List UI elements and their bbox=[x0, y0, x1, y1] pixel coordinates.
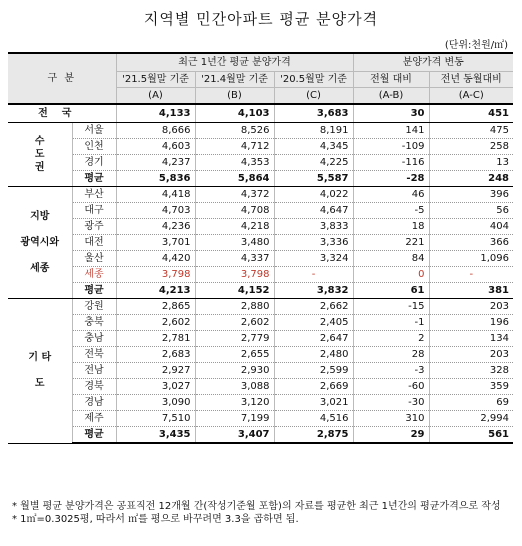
value-yoy: 404 bbox=[429, 219, 513, 235]
average-c: 2,875 bbox=[274, 427, 353, 444]
value-a: 4,237 bbox=[116, 155, 195, 171]
group-label: 수 도 권 bbox=[8, 123, 72, 187]
value-c: 4,345 bbox=[274, 139, 353, 155]
value-b: 2,655 bbox=[195, 347, 274, 363]
value-mom: -30 bbox=[353, 395, 429, 411]
value-c: 2,599 bbox=[274, 363, 353, 379]
footnote: * 1㎡=0.3025평, 따라서 ㎡를 평으로 바꾸려면 3.3을 곱하면 됨. bbox=[12, 514, 299, 525]
value-b: 3,480 bbox=[195, 235, 274, 251]
value-c: 2,405 bbox=[274, 315, 353, 331]
region-cell: 서울 bbox=[72, 123, 116, 139]
value-b: 7,199 bbox=[195, 411, 274, 427]
region-cell: 전남 bbox=[72, 363, 116, 379]
value-c: 4,225 bbox=[274, 155, 353, 171]
value-b: 3,120 bbox=[195, 395, 274, 411]
average-mom: 61 bbox=[353, 283, 429, 299]
value-c: 3,324 bbox=[274, 251, 353, 267]
value-c: 3,833 bbox=[274, 219, 353, 235]
value-mom: -109 bbox=[353, 139, 429, 155]
region-cell: 경기 bbox=[72, 155, 116, 171]
header-sub-yoy: (A-C) bbox=[429, 88, 513, 105]
value-mom: 84 bbox=[353, 251, 429, 267]
header-category: 구 분 bbox=[8, 53, 116, 104]
value-a: 2,683 bbox=[116, 347, 195, 363]
table-row bbox=[8, 123, 513, 139]
average-label: 평균 bbox=[72, 283, 116, 299]
value-a: 3,027 bbox=[116, 379, 195, 395]
average-c: 5,587 bbox=[274, 171, 353, 187]
value-b: 3,798 bbox=[195, 267, 274, 283]
value-b: 4,337 bbox=[195, 251, 274, 267]
value-a: 4,703 bbox=[116, 203, 195, 219]
national-mom: 30 bbox=[353, 104, 429, 123]
average-a: 5,836 bbox=[116, 171, 195, 187]
average-yoy: 381 bbox=[429, 283, 513, 299]
table-row bbox=[8, 267, 513, 283]
value-c: 4,516 bbox=[274, 411, 353, 427]
value-a: 8,666 bbox=[116, 123, 195, 139]
value-c: 3,021 bbox=[274, 395, 353, 411]
value-a: 2,781 bbox=[116, 331, 195, 347]
value-mom: -15 bbox=[353, 299, 429, 315]
region-cell: 전북 bbox=[72, 347, 116, 363]
value-b: 2,602 bbox=[195, 315, 274, 331]
value-c: - bbox=[274, 267, 353, 283]
average-mom: -28 bbox=[353, 171, 429, 187]
value-b: 2,880 bbox=[195, 299, 274, 315]
value-c: 2,669 bbox=[274, 379, 353, 395]
average-label: 평균 bbox=[72, 427, 116, 444]
value-c: 2,480 bbox=[274, 347, 353, 363]
value-b: 4,353 bbox=[195, 155, 274, 171]
average-yoy: 561 bbox=[429, 427, 513, 444]
value-yoy: 203 bbox=[429, 347, 513, 363]
average-b: 5,864 bbox=[195, 171, 274, 187]
value-mom: -1 bbox=[353, 315, 429, 331]
header-col-yoy: 전년 동월대비 bbox=[429, 72, 513, 88]
average-b: 4,152 bbox=[195, 283, 274, 299]
value-mom: 18 bbox=[353, 219, 429, 235]
value-yoy: 1,096 bbox=[429, 251, 513, 267]
value-a: 3,090 bbox=[116, 395, 195, 411]
value-c: 4,022 bbox=[274, 187, 353, 203]
value-yoy: 328 bbox=[429, 363, 513, 379]
value-c: 3,336 bbox=[274, 235, 353, 251]
header-col-b: '21.4월말 기준 bbox=[195, 72, 274, 88]
table-row bbox=[8, 251, 513, 267]
table-row bbox=[8, 299, 513, 315]
national-row bbox=[8, 104, 513, 123]
value-a: 4,420 bbox=[116, 251, 195, 267]
national-yoy: 451 bbox=[429, 104, 513, 123]
value-mom: 46 bbox=[353, 187, 429, 203]
value-c: 2,662 bbox=[274, 299, 353, 315]
value-yoy: 258 bbox=[429, 139, 513, 155]
header-change-group: 분양가격 변동 bbox=[353, 53, 513, 72]
table-row bbox=[8, 363, 513, 379]
group-average-row bbox=[8, 283, 513, 299]
value-c: 2,647 bbox=[274, 331, 353, 347]
table-row bbox=[8, 219, 513, 235]
table-row bbox=[8, 139, 513, 155]
region-cell: 부산 bbox=[72, 187, 116, 203]
value-mom: 141 bbox=[353, 123, 429, 139]
value-a: 4,418 bbox=[116, 187, 195, 203]
value-a: 2,602 bbox=[116, 315, 195, 331]
value-a: 4,236 bbox=[116, 219, 195, 235]
value-b: 2,779 bbox=[195, 331, 274, 347]
table-row bbox=[8, 315, 513, 331]
region-cell: 대전 bbox=[72, 235, 116, 251]
value-b: 4,372 bbox=[195, 187, 274, 203]
value-yoy: 56 bbox=[429, 203, 513, 219]
table-row bbox=[8, 331, 513, 347]
region-cell: 광주 bbox=[72, 219, 116, 235]
region-cell: 경북 bbox=[72, 379, 116, 395]
value-c: 4,647 bbox=[274, 203, 353, 219]
group-label: 지방 광역시와 세종 bbox=[8, 187, 72, 299]
value-mom: -3 bbox=[353, 363, 429, 379]
national-a: 4,133 bbox=[116, 104, 195, 123]
header-sub-mom: (A-B) bbox=[353, 88, 429, 105]
table-row bbox=[8, 347, 513, 363]
value-a: 2,927 bbox=[116, 363, 195, 379]
value-mom: 2 bbox=[353, 331, 429, 347]
price-table bbox=[8, 52, 513, 444]
value-b: 8,526 bbox=[195, 123, 274, 139]
value-a: 3,798 bbox=[116, 267, 195, 283]
average-a: 4,213 bbox=[116, 283, 195, 299]
value-yoy: 475 bbox=[429, 123, 513, 139]
table-row bbox=[8, 203, 513, 219]
table-row bbox=[8, 187, 513, 203]
footnote: * 월별 평균 분양가격은 공표직전 12개월 간(작성기준월 포함)의 자료를 평균한 최근 1년간의 평균가격으로 작성 bbox=[12, 501, 501, 512]
national-label: 전국 bbox=[8, 104, 116, 123]
value-a: 7,510 bbox=[116, 411, 195, 427]
average-a: 3,435 bbox=[116, 427, 195, 444]
value-yoy: 203 bbox=[429, 299, 513, 315]
table-row bbox=[8, 155, 513, 171]
header-sub-c: (C) bbox=[274, 88, 353, 105]
table-row bbox=[8, 411, 513, 427]
average-label: 평균 bbox=[72, 171, 116, 187]
header-col-c: '20.5월말 기준 bbox=[274, 72, 353, 88]
value-a: 2,865 bbox=[116, 299, 195, 315]
value-mom: -5 bbox=[353, 203, 429, 219]
header-recent-group: 최근 1년간 평균 분양가격 bbox=[116, 53, 353, 72]
national-b: 4,103 bbox=[195, 104, 274, 123]
region-cell: 충북 bbox=[72, 315, 116, 331]
table-row bbox=[8, 379, 513, 395]
value-b: 2,930 bbox=[195, 363, 274, 379]
table-row bbox=[8, 235, 513, 251]
value-yoy: 134 bbox=[429, 331, 513, 347]
footnotes bbox=[12, 500, 517, 526]
value-yoy: 13 bbox=[429, 155, 513, 171]
value-yoy: - bbox=[429, 267, 513, 283]
group-label: 기 타 도 bbox=[8, 299, 72, 444]
region-cell: 세종 bbox=[72, 267, 116, 283]
value-a: 4,603 bbox=[116, 139, 195, 155]
average-mom: 29 bbox=[353, 427, 429, 444]
value-b: 3,088 bbox=[195, 379, 274, 395]
region-cell: 대구 bbox=[72, 203, 116, 219]
header-sub-b: (B) bbox=[195, 88, 274, 105]
value-mom: 0 bbox=[353, 267, 429, 283]
value-yoy: 366 bbox=[429, 235, 513, 251]
value-mom: 221 bbox=[353, 235, 429, 251]
region-cell: 제주 bbox=[72, 411, 116, 427]
region-cell: 경남 bbox=[72, 395, 116, 411]
value-yoy: 359 bbox=[429, 379, 513, 395]
value-b: 4,218 bbox=[195, 219, 274, 235]
value-yoy: 196 bbox=[429, 315, 513, 331]
value-yoy: 396 bbox=[429, 187, 513, 203]
unit-label: (단위:천원/㎡) bbox=[444, 40, 508, 51]
value-a: 3,701 bbox=[116, 235, 195, 251]
average-c: 3,832 bbox=[274, 283, 353, 299]
value-b: 4,708 bbox=[195, 203, 274, 219]
header-col-mom: 전월 대비 bbox=[353, 72, 429, 88]
header-col-a: '21.5월말 기준 bbox=[116, 72, 195, 88]
header-sub-a: (A) bbox=[116, 88, 195, 105]
group-average-row bbox=[8, 171, 513, 187]
value-b: 4,712 bbox=[195, 139, 274, 155]
region-cell: 강원 bbox=[72, 299, 116, 315]
value-c: 8,191 bbox=[274, 123, 353, 139]
value-yoy: 69 bbox=[429, 395, 513, 411]
region-cell: 인천 bbox=[72, 139, 116, 155]
value-mom: -116 bbox=[353, 155, 429, 171]
value-yoy: 2,994 bbox=[429, 411, 513, 427]
group-average-row bbox=[8, 427, 513, 444]
average-b: 3,407 bbox=[195, 427, 274, 444]
page-title: 지역별 민간아파트 평균 분양가격 bbox=[143, 10, 379, 28]
average-yoy: 248 bbox=[429, 171, 513, 187]
region-cell: 울산 bbox=[72, 251, 116, 267]
region-cell: 충남 bbox=[72, 331, 116, 347]
table-row bbox=[8, 395, 513, 411]
value-mom: 28 bbox=[353, 347, 429, 363]
value-mom: -60 bbox=[353, 379, 429, 395]
national-c: 3,683 bbox=[274, 104, 353, 123]
value-mom: 310 bbox=[353, 411, 429, 427]
